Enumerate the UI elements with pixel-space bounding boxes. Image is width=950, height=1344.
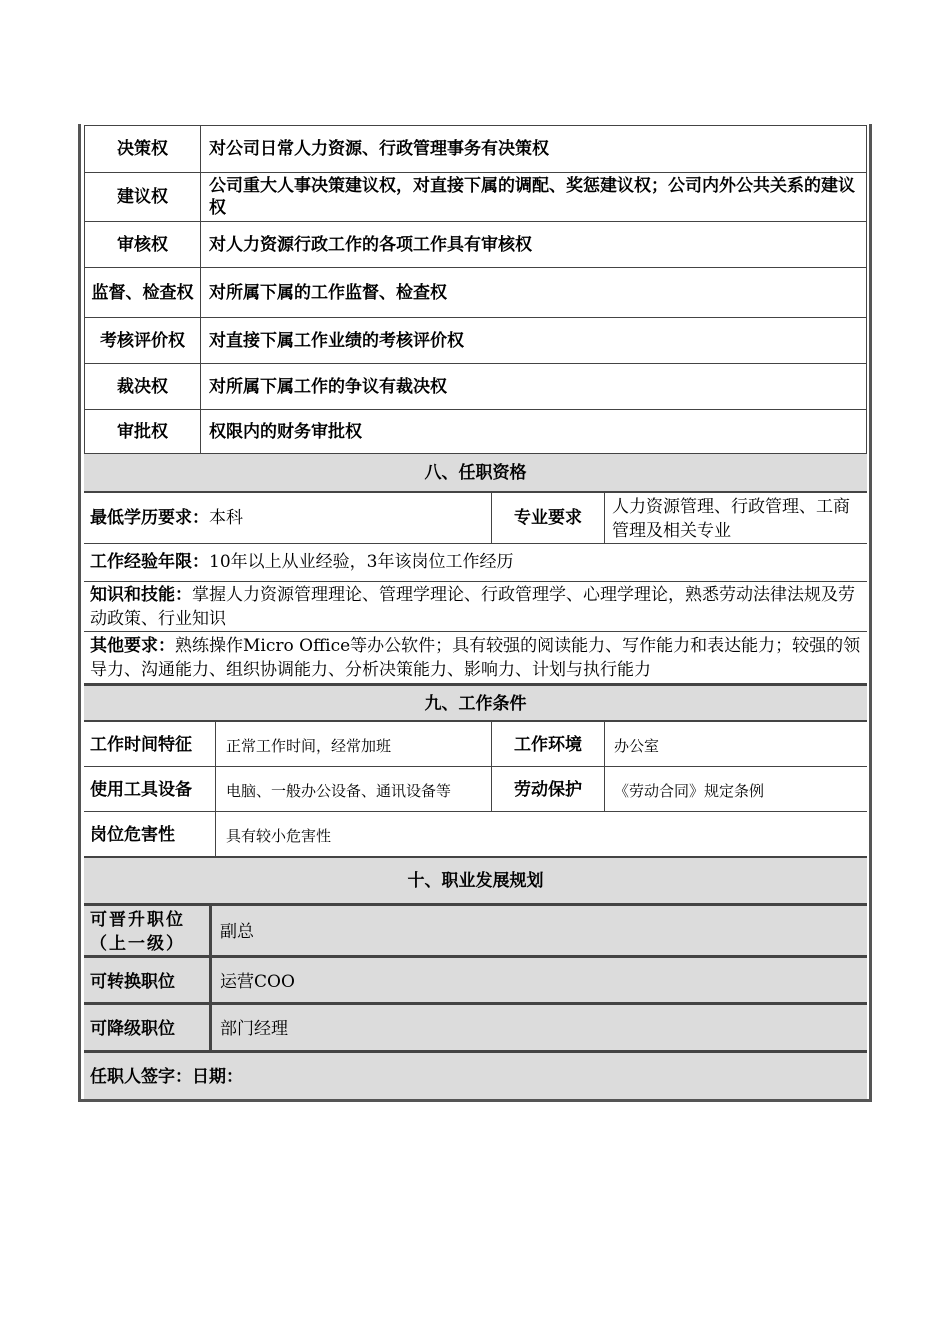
- table-row: [85, 318, 867, 364]
- authority-value: 权限内的财务审批权: [201, 410, 867, 455]
- demote-value: 部门经理: [220, 1019, 288, 1039]
- table-row: [85, 410, 867, 455]
- major-label: 专业要求: [514, 508, 582, 528]
- authority-value: 对直接下属工作业绩的考核评价权: [201, 318, 867, 364]
- table-row: [85, 173, 867, 222]
- transfer-label: 可转换职位: [90, 972, 175, 992]
- hazard-value: 具有较小危害性: [226, 827, 332, 845]
- env-value: 办公室: [614, 737, 660, 755]
- promote-value: 副总: [220, 922, 254, 942]
- other-value: 熟练操作Micro Office等办公软件；具有较强的阅读能力、写作能力和表达能力；较强的领导力、沟通能力、组织协调能力、分析决策能力、影响力、计划与执行能力: [90, 636, 861, 680]
- divider: [604, 767, 605, 812]
- table-row: [85, 364, 867, 410]
- authority-value: 公司重大人事决策建议权，对直接下属的调配、奖惩建议权；公司内外公共关系的建议权: [201, 173, 867, 222]
- other-row: [84, 632, 867, 684]
- authority-value: 对所属下属的工作监督、检查权: [201, 268, 867, 318]
- signature-row: [84, 1053, 867, 1099]
- authority-table: [84, 125, 867, 455]
- divider: [209, 958, 212, 1005]
- major-value: 人力资源管理、行政管理、工商管理及相关专业: [612, 497, 850, 541]
- time-env-row: [84, 722, 867, 767]
- divider: [215, 767, 216, 812]
- tools-value: 电脑、一般办公设备、通讯设备等: [226, 782, 452, 800]
- knowledge-label: 知识和技能：: [90, 585, 192, 605]
- section-title-conditions: 九、工作条件: [84, 684, 867, 722]
- divider: [209, 906, 212, 958]
- transfer-value: 运营COO: [220, 972, 295, 992]
- section-title-career: 十、职业发展规划: [84, 858, 867, 906]
- education-row: [84, 493, 867, 544]
- experience-label: 工作经验年限：: [90, 552, 209, 572]
- authority-key: 审批权: [85, 410, 201, 455]
- authority-value: 对所属下属工作的争议有裁决权: [201, 364, 867, 410]
- signature-label: 任职人签字：日期：: [90, 1067, 243, 1087]
- tools-label: 使用工具设备: [90, 780, 192, 800]
- protect-value: 《劳动合同》规定条例: [614, 782, 765, 800]
- experience-value: 10年以上从业经验，3年该岗位工作经历: [209, 552, 514, 572]
- promote-label: 可晋升职位（上一级）: [90, 910, 185, 954]
- hazard-label: 岗位危害性: [90, 825, 175, 845]
- hazard-row: [84, 812, 867, 858]
- demote-label: 可降级职位: [90, 1019, 175, 1039]
- divider: [215, 812, 216, 858]
- education-field: [90, 506, 470, 530]
- authority-key: 建议权: [85, 173, 201, 222]
- table-row: [85, 268, 867, 318]
- knowledge-row: [84, 582, 867, 632]
- table-row: [85, 222, 867, 268]
- authority-key: 考核评价权: [85, 318, 201, 364]
- demote-row: [84, 1005, 867, 1053]
- divider: [604, 493, 605, 544]
- education-label: 最低学历要求：: [90, 508, 209, 528]
- divider: [604, 722, 605, 767]
- authority-value: 对人力资源行政工作的各项工作具有审核权: [201, 222, 867, 268]
- protect-label: 劳动保护: [514, 780, 582, 800]
- env-label: 工作环境: [514, 735, 582, 755]
- divider: [215, 722, 216, 767]
- knowledge-value: 掌握人力资源管理理论、管理学理论、行政管理学、心理学理论，熟悉劳动法律法规及劳动政策、行业知识: [90, 585, 855, 629]
- tools-protect-row: [84, 767, 867, 812]
- table-row: [85, 126, 867, 173]
- other-label: 其他要求：: [90, 636, 175, 656]
- transfer-row: [84, 958, 867, 1005]
- authority-key: 审核权: [85, 222, 201, 268]
- divider: [209, 1005, 212, 1053]
- education-value: 本科: [209, 508, 243, 528]
- authority-key: 监督、检查权: [85, 268, 201, 318]
- section-title-qualifications: 八、任职资格: [84, 453, 867, 493]
- experience-row: [84, 544, 867, 582]
- time-value: 正常工作时间，经常加班: [226, 737, 392, 755]
- time-label: 工作时间特征: [90, 735, 192, 755]
- authority-key: 决策权: [85, 126, 201, 173]
- promote-row: [84, 906, 867, 958]
- authority-value: 对公司日常人力资源、行政管理事务有决策权: [201, 126, 867, 173]
- authority-key: 裁决权: [85, 364, 201, 410]
